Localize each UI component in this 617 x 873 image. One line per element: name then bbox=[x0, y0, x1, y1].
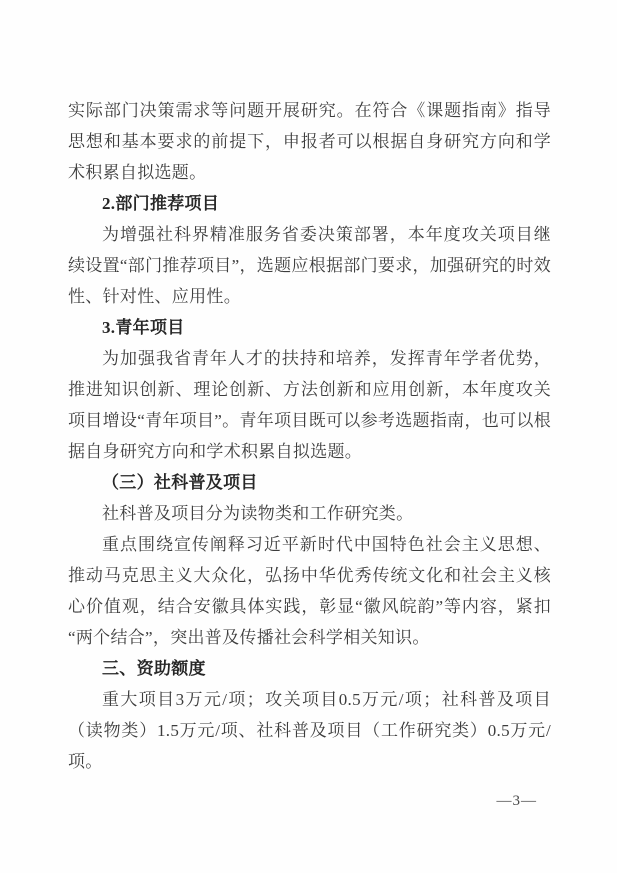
body-paragraph-department-recommended: 为增强社科界精准服务省委决策部署，本年度攻关项目继续设置“部门推荐项目”，选题应根据部门要求，加强研究的时效性、针对性、应用性。 bbox=[68, 225, 551, 306]
body-paragraph-popularization-categories: 社科普及项目分为读物类和工作研究类。 bbox=[102, 504, 414, 523]
body-paragraph-funding-amounts: 重大项目3万元/项；攻关项目0.5万元/项；社科普及项目（读物类）1.5万元/项、社科普及项目（工作研究类）0.5万元/项。 bbox=[68, 690, 551, 771]
section-heading-youth-projects: 3.青年项目 bbox=[102, 318, 185, 337]
section-heading-social-science-popularization: （三）社科普及项目 bbox=[102, 473, 258, 492]
body-paragraph-continuation: 实际部门决策需求等问题开展研究。在符合《课题指南》指导思想和基本要求的前提下，申报者可以根据自身研究方向和学术积累自拟选题。 bbox=[68, 101, 551, 182]
page-number: —3— bbox=[496, 793, 537, 809]
document-text-block bbox=[68, 95, 551, 777]
section-heading-department-recommended-projects: 2.部门推荐项目 bbox=[102, 194, 220, 213]
body-paragraph-youth-projects: 为加强我省青年人才的扶持和培养，发挥青年学者优势，推进知识创新、理论创新、方法创新和应用创新，本年度攻关项目增设“青年项目”。青年项目既可以参考选题指南，也可以根据自身研究方向和学术积累自拟选题。 bbox=[68, 349, 551, 461]
body-paragraph-popularization-focus: 重点围绕宣传阐释习近平新时代中国特色社会主义思想、推动马克思主义大众化，弘扬中华优秀传统文化和社会主义核心价值观，结合安徽具体实践，彰显“徽风皖韵”等内容，紧扣“两个结合”，突出普及传播社会科学相关知识。 bbox=[68, 535, 551, 647]
section-heading-funding-amount: 三、资助额度 bbox=[102, 659, 206, 678]
